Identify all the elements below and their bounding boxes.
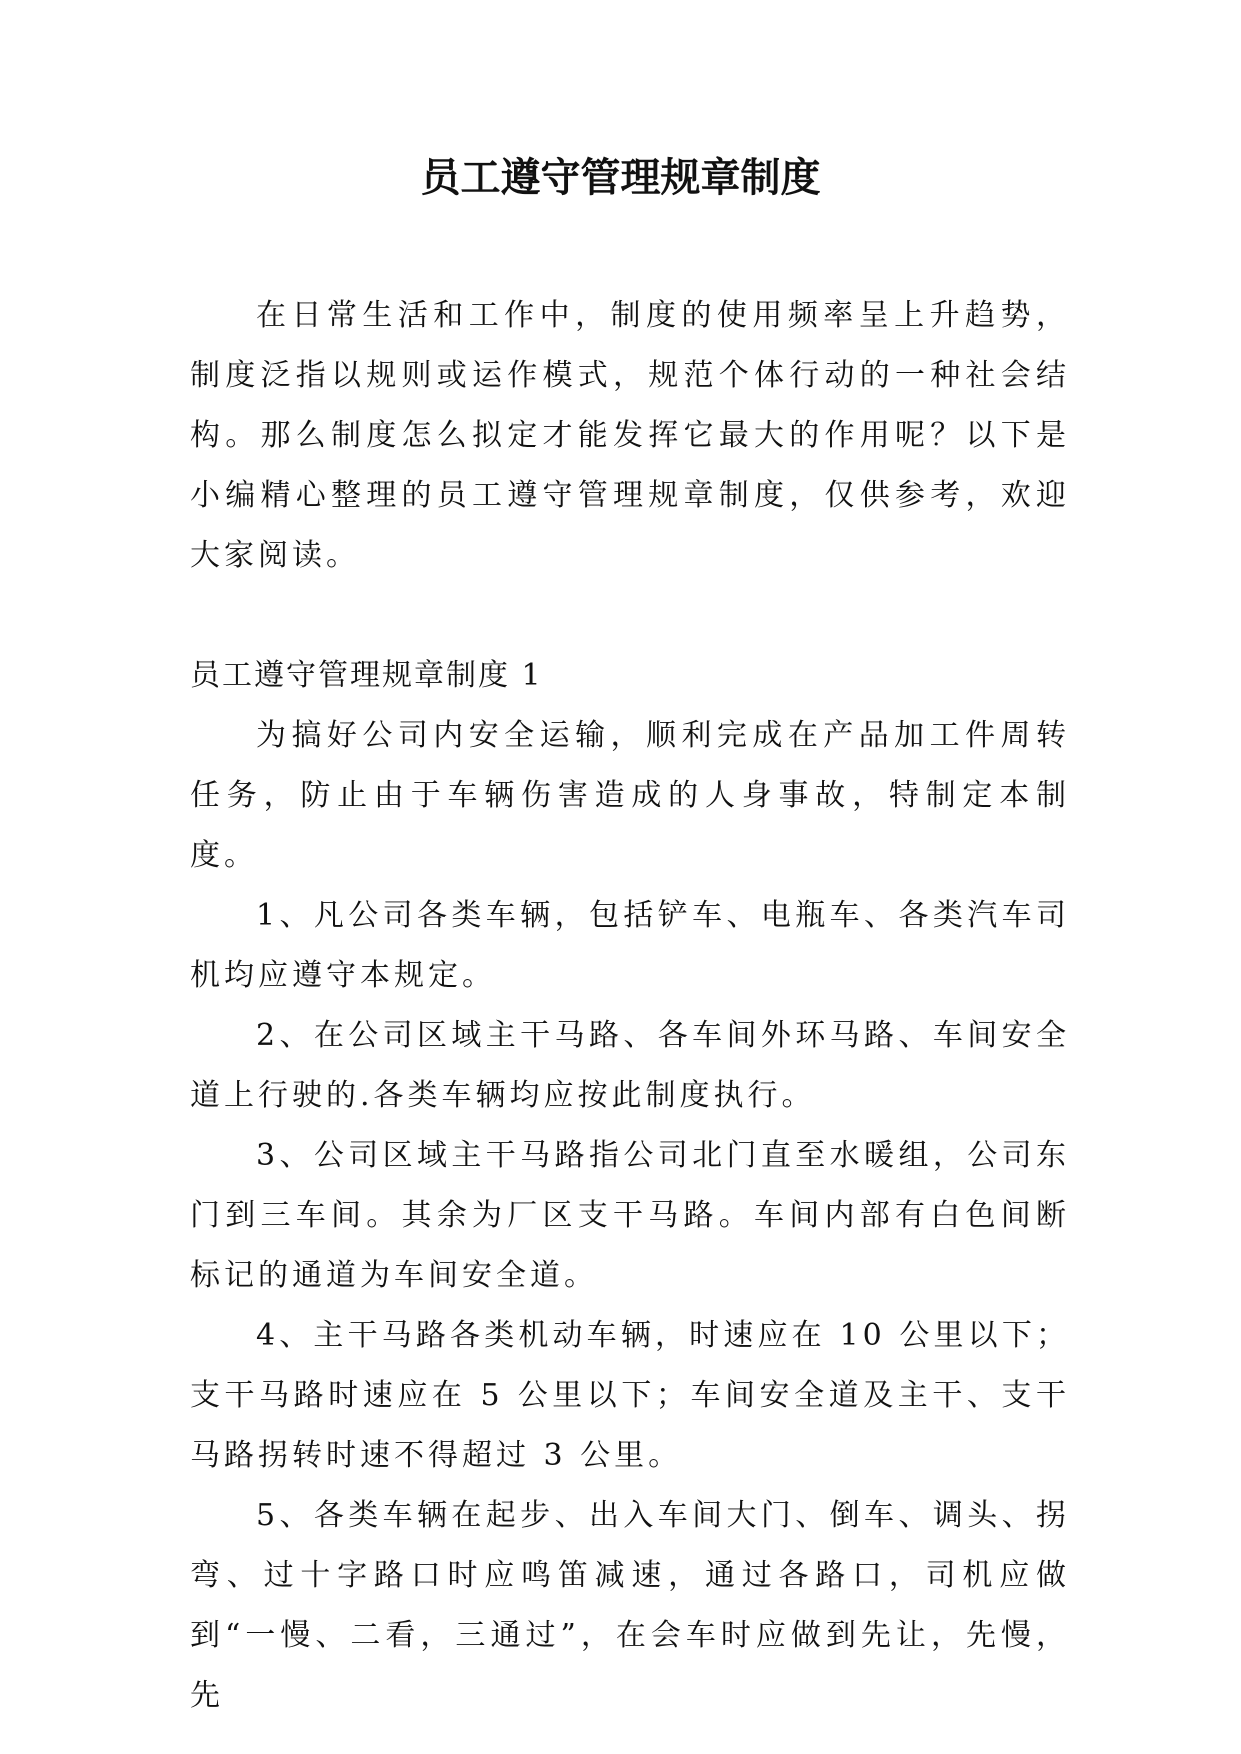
section-body bbox=[190, 706, 1070, 1726]
document-title: 员工遵守管理规章制度 bbox=[420, 154, 821, 201]
body-paragraph: 3、公司区域主干马路指公司北门直至水暖组，公司东门到三车间。其余为厂区支干马路。车间内部有白色间断标记的通道为车间安全道。 bbox=[190, 1138, 1070, 1293]
body-paragraph: 4、主干马路各类机动车辆，时速应在 10 公里以下；支干马路时速应在 5 公里以下；车间安全道及主干、支干马路拐转时速不得超过 3 公里。 bbox=[190, 1318, 1070, 1473]
document-content bbox=[190, 286, 1070, 1726]
intro-paragraph: 在日常生活和工作中，制度的使用频率呈上升趋势，制度泛指以规则或运作模式，规范个体行动的一种社会结构。那么制度怎么拟定才能发挥它最大的作用呢？以下是小编精心整理的员工遵守管理规章制度，仅供参考，欢迎大家阅读。 bbox=[190, 298, 1070, 573]
body-paragraph: 2、在公司区域主干马路、各车间外环马路、车间安全道上行驶的.各类车辆均应按此制度执行。 bbox=[190, 1018, 1070, 1113]
body-paragraph: 为搞好公司内安全运输，顺利完成在产品加工件周转任务，防止由于车辆伤害造成的人身事故，特制定本制度。 bbox=[190, 718, 1070, 873]
body-paragraph: 1、凡公司各类车辆，包括铲车、电瓶车、各类汽车司机均应遵守本规定。 bbox=[190, 898, 1070, 993]
section-heading: 员工遵守管理规章制度 1 bbox=[190, 658, 543, 693]
body-paragraph: 5、各类车辆在起步、出入车间大门、倒车、调头、拐弯、过十字路口时应鸣笛减速，通过各路口，司机应做到“一慢、二看，三通过”，在会车时应做到先让，先慢，先 bbox=[190, 1498, 1070, 1713]
